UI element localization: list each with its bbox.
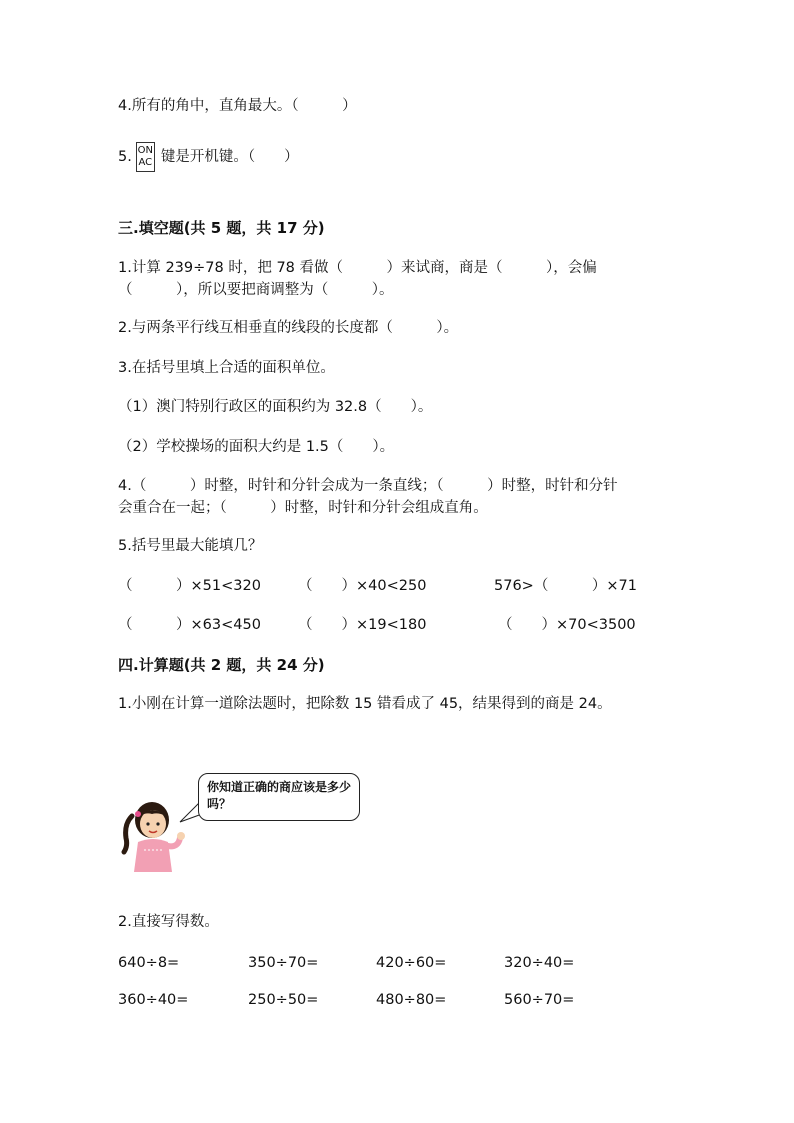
on-ac-key-icon xyxy=(136,142,155,172)
mental-math-2: 350÷70= xyxy=(248,955,319,971)
calc-question-2: 2.直接写得数。 xyxy=(118,914,219,930)
fill-question-1-line-2: （ ），所以要把商调整为（ ）。 xyxy=(118,282,394,298)
mental-math-3: 420÷60= xyxy=(376,955,447,971)
inequality-2: （ ）×40<250 xyxy=(298,578,427,594)
fill-question-2: 2.与两条平行线互相垂直的线段的长度都（ ）。 xyxy=(118,320,459,336)
mental-math-8: 560÷70= xyxy=(504,992,575,1008)
inequality-5: （ ）×19<180 xyxy=(298,617,427,633)
inequality-3: 576>（ ）×71 xyxy=(494,578,637,594)
inequality-4: （ ）×63<450 xyxy=(118,617,261,633)
judge-question-5 xyxy=(118,140,299,174)
mental-math-5: 360÷40= xyxy=(118,992,189,1008)
speech-bubble: 你知道正确的商应该是多少吗？ xyxy=(198,773,360,821)
fill-question-1-line-1: 1.计算 239÷78 时，把 78 看做（ ）来试商，商是（ ），会偏 xyxy=(118,260,597,276)
mental-math-6: 250÷50= xyxy=(248,992,319,1008)
mental-math-4: 320÷40= xyxy=(504,955,575,971)
calc-section-heading: 四.计算题(共 2 题，共 24 分) xyxy=(118,656,325,674)
inequality-6: （ ）×70<3500 xyxy=(498,617,636,633)
fill-question-4-line-1: 4.（ ）时整，时针和分针会成为一条直线；（ ）时整，时针和分针 xyxy=(118,478,618,494)
fill-question-4-line-2: 会重合在一起；（ ）时整，时针和分针会组成直角。 xyxy=(118,500,488,516)
mental-math-1: 640÷8= xyxy=(118,955,180,971)
fill-question-5: 5.括号里最大能填几？ xyxy=(118,538,263,554)
on-key-label: ON xyxy=(137,145,154,156)
fill-question-3-part-1: （1）澳门特别行政区的面积约为 32.8（ ）。 xyxy=(118,399,433,415)
inequality-1: （ ）×51<320 xyxy=(118,578,261,594)
judge-question-4: 4.所有的角中，直角最大。（ ） xyxy=(118,98,357,114)
judge-question-5-text: 键是开机键。（ ） xyxy=(160,149,299,165)
fill-section-heading: 三.填空题(共 5 题，共 17 分) xyxy=(118,219,325,237)
ac-key-label: AC xyxy=(138,157,153,168)
mental-math-7: 480÷80= xyxy=(376,992,447,1008)
calc-question-1: 1.小刚在计算一道除法题时，把除数 15 错看成了 45，结果得到的商是 24。 xyxy=(118,696,612,712)
fill-question-3: 3.在括号里填上合适的面积单位。 xyxy=(118,360,335,376)
fill-question-3-part-2: （2）学校操场的面积大约是 1.5（ ）。 xyxy=(118,439,395,455)
judge-question-5-number: 5. xyxy=(118,149,132,165)
